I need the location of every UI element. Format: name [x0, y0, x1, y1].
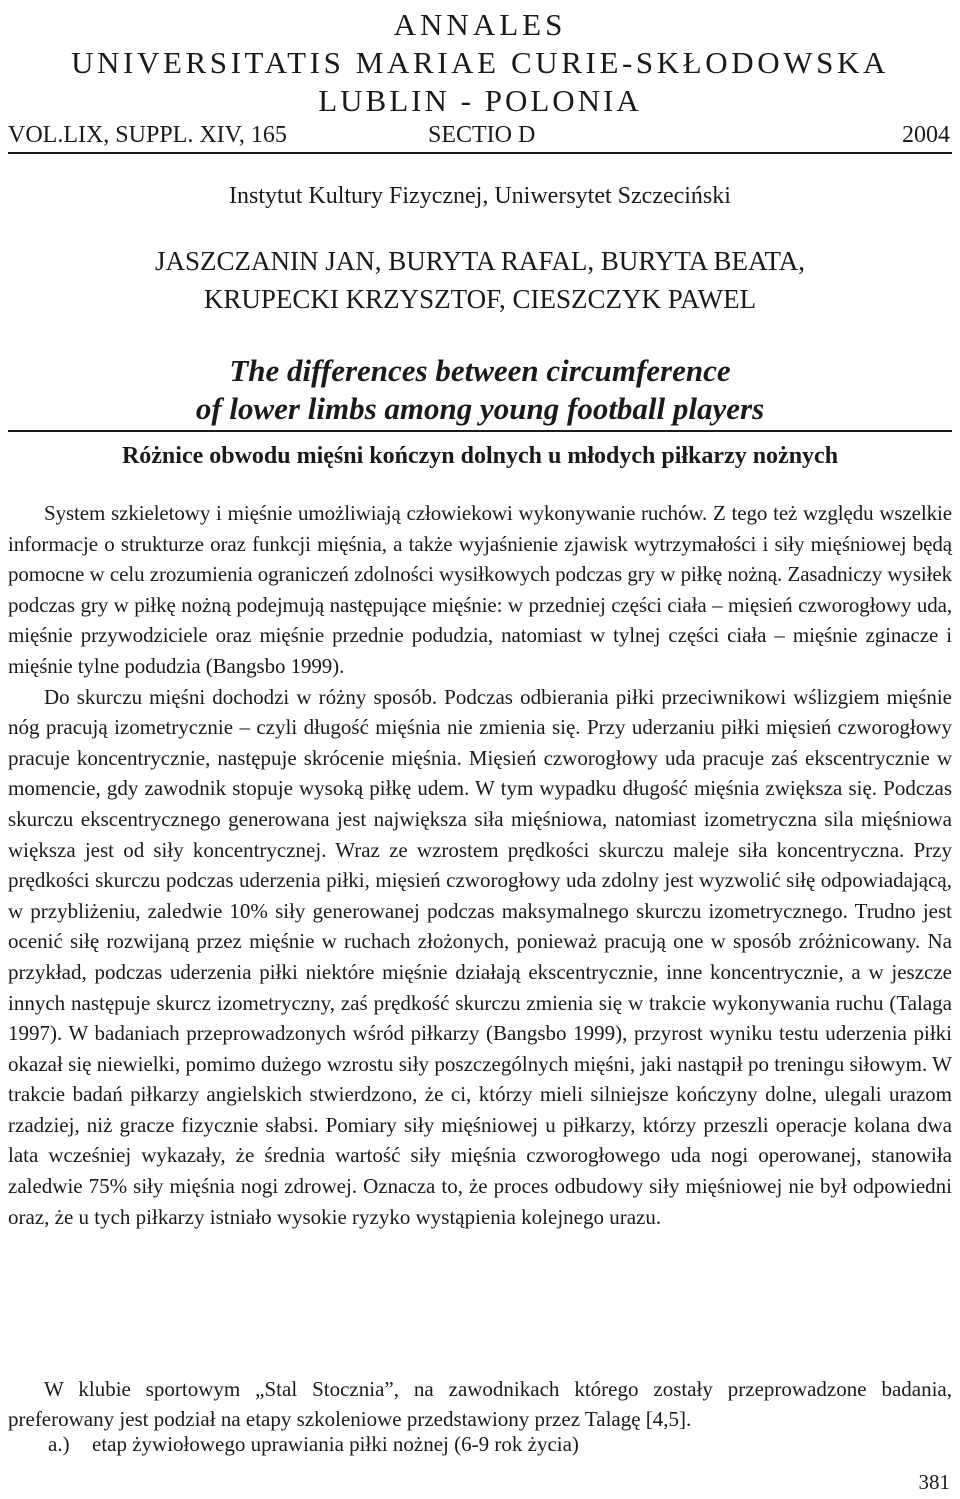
authors-line2: KRUPECKI KRZYSZTOF, CIESZCZYK PAWEL: [203, 284, 757, 314]
list-marker: a.): [48, 1432, 70, 1456]
body-text: [8, 498, 952, 1232]
publication-year: 2004: [902, 122, 950, 148]
club-section: [8, 1374, 952, 1434]
english-title-line1: The differences between circumference: [229, 353, 731, 388]
institute-affiliation: Instytut Kultury Fizycznej, Uniwersytet Szczeciński: [229, 183, 731, 209]
page-number: 381: [918, 1470, 950, 1494]
volume-info: VOL.LIX, SUPPL. XIV, 165: [8, 122, 287, 148]
club-paragraph: W klubie sportowym „Stal Stocznia”, na zawodnikach którego zostały przeprowadzone badania, preferowany jest podział na etapy szkoleniowe przedstawiony przez Talagę [4,5].: [8, 1377, 952, 1431]
journal-name-line1: ANNALES: [393, 7, 567, 42]
list-item-text: etap żywiołowego uprawiania piłki nożnej (6-9 rok życia): [92, 1432, 579, 1456]
english-title: [8, 352, 952, 432]
polish-title: Różnice obwodu mięśni kończyn dolnych u młodych piłkarzy nożnych: [121, 443, 839, 469]
english-title-line2: of lower limbs among young football players: [195, 391, 765, 426]
journal-name-line2: UNIVERSITATIS MARIAE CURIE-SKŁODOWSKA: [71, 45, 889, 80]
journal-name-line3: LUBLIN - POLONIA: [318, 83, 642, 118]
section-label: SECTIO D: [428, 122, 536, 148]
author-list: [0, 242, 960, 318]
authors-line1: JASZCZANIN JAN, BURYTA RAFAL, BURYTA BEATA,: [154, 246, 806, 276]
body-paragraph: Do skurczu mięśni dochodzi w różny sposób. Podczas odbierania piłki przeciwnikowi wślizgiem mięśnie nóg pracują izometrycznie – czyli długość mięśnia nie zmienia się. Przy uderzaniu piłki mięsień czworogłowy pracuje koncentrycznie, następuje skrócenie mięśnia. Mięsień czworogłowy uda pracuje zaś ekscentrycznie w momencie, gdy zawodnik stopuje wysoką piłkę udem. W tym wypadku długość mięśnia zwiększa się. Podczas skurczu ekscentrycznego generowana jest największa siła mięśniowa, natomiast izometryczna sila mięśniowa większa jest od siły koncentrycznej. Wraz ze wzrostem prędkości skurczu maleje siła koncentryczna. Przy prędkości skurczu podczas uderzenia piłki, mięsień czworogłowy uda zdolny jest wyzwolić siłę odpowiadającą, w przybliżeniu, zaledwie 10% siły generowanej podczas maksymalnego skurczu izometrycznego. Trudno jest ocenić siłę rozwijaną przez mięśnie w ruchach złożonych, ponieważ pracują one w sposób zróżnicowany. Na przykład, podczas uderzenia piłki niektóre mięśnie działają ekscentrycznie, inne koncentrycznie, a w jeszcze innych następuje skurcz izometryczny, zaś prędkość skurczu zmienia się w trakcie wykonywania ruchu (Talaga 1997). W badaniach przeprowadzonych wśród piłkarzy (Bangsbo 1999), przyrost wyniku testu uderzenia piłki okazał się niewielki, pomimo dużego wzrostu siły poszczególnych mięśni, jaki nastąpił po treningu siłowym. W trakcie badań piłkarzy angielskich stwierdzono, że ci, którzy mieli silniejsze kończyny dolne, ulegali urazom rzadziej, niż gracze fizycznie słabsi. Pomiary siły mięśniowej u piłkarzy, którzy przeszli operacje kolana dwa lata wcześniej wykazały, że średnia wartość siły mięśnia czworogłowego uda nogi operowanej, stanowiła zaledwie 75% siły mięśnia nogi zdrowej. Oznacza to, że proces odbudowy siły mięśniowej nie był odpowiedni oraz, że u tych piłkarzy istniało wysokie ryzyko wystąpienia kolejnego urazu.: [8, 684, 952, 1229]
volume-row: [8, 120, 952, 154]
journal-header: [0, 6, 960, 120]
body-paragraph: System szkieletowy i mięśnie umożliwiają człowiekowi wykonywanie ruchów. Z tego też względu wszelkie informacje o strukturze oraz funkcji mięśnia, a także wyjaśnienie zjawisk wytrzymałości i siły mięśniowej będą pomocne w celu zrozumienia ograniczeń zdolności wysiłkowych podczas gry w piłkę nożną. Zasadniczy wysiłek podczas gry w piłkę nożną podejmują następujące mięśnie: w przedniej części ciała – mięsień czworogłowy uda, mięśnie przywodziciele oraz mięśnie przednie podudzia, natomiast w tylnej części ciała – mięśnie zginacze i mięśnie tylne podudzia (Bangsbo 1999).: [8, 501, 952, 678]
list-item: [48, 1432, 579, 1457]
